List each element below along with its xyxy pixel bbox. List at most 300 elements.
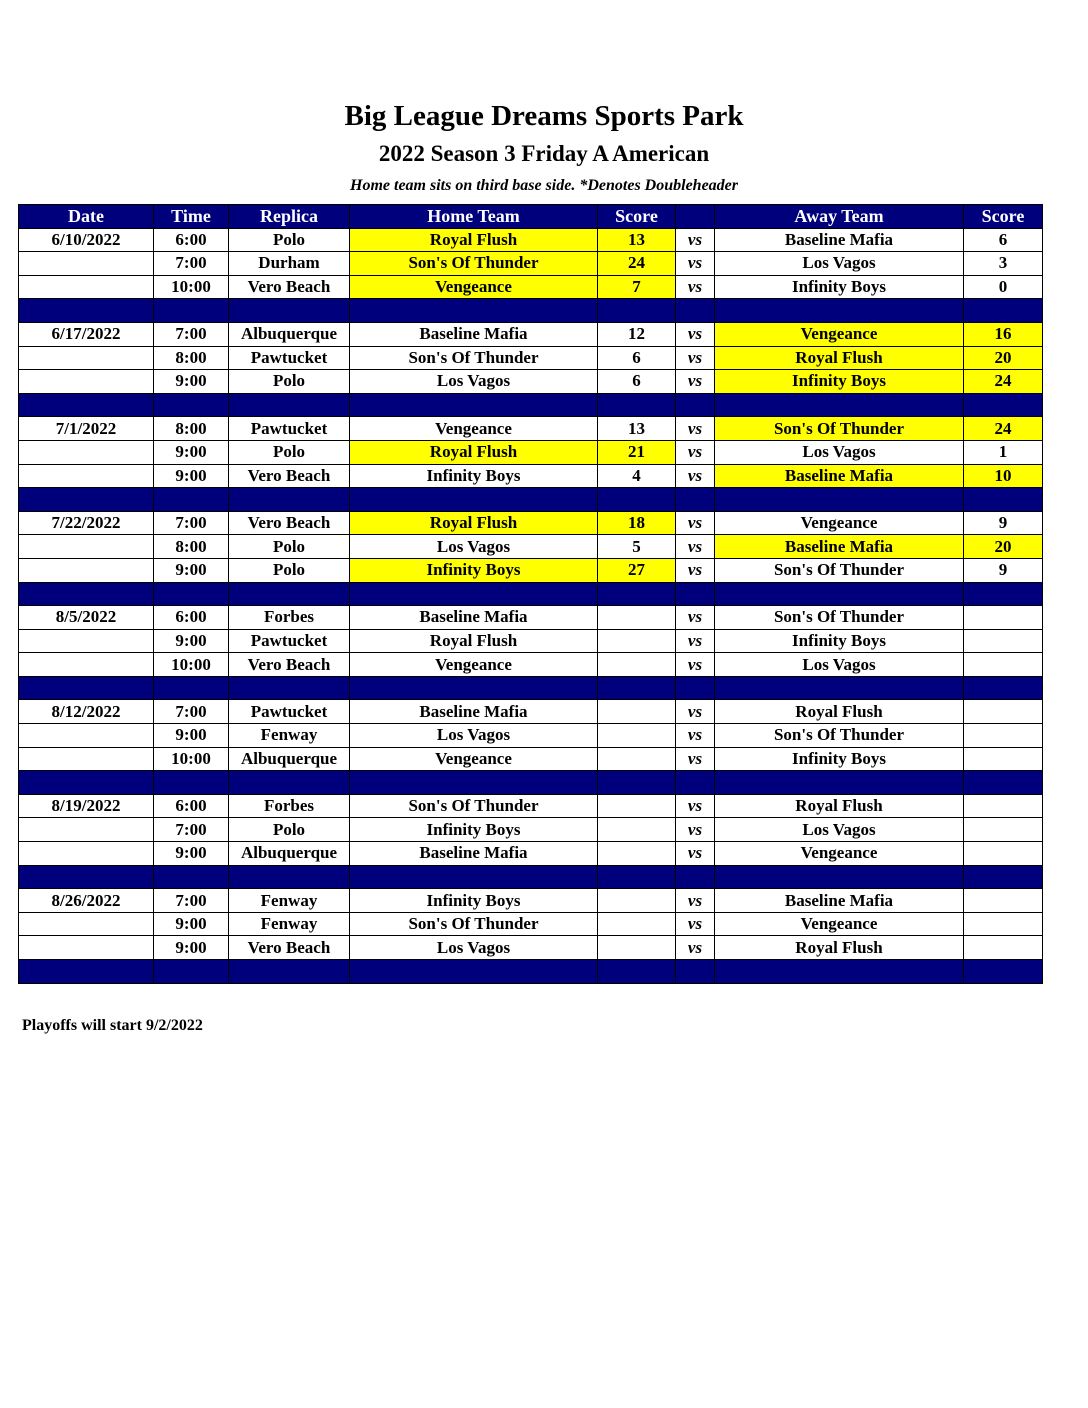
home-score: 13 [598,228,676,252]
separator-cell [715,676,964,700]
away-score [964,842,1043,866]
game-replica: Pawtucket [229,700,350,724]
home-score [598,747,676,771]
game-row [19,629,1043,653]
game-row [19,558,1043,582]
home-team: Royal Flush [350,228,598,252]
page-subtitle: 2022 Season 3 Friday A American [378,141,710,166]
game-row [19,747,1043,771]
header-date: Date [19,205,154,229]
game-row [19,700,1043,724]
vs-label: vs [676,346,715,370]
away-score [964,606,1043,630]
header-home-team: Home Team [350,205,598,229]
game-replica: Polo [229,440,350,464]
separator-cell [715,393,964,417]
separator-cell [350,299,598,323]
vs-label: vs [676,464,715,488]
game-row [19,653,1043,677]
separator-cell [19,771,154,795]
game-replica: Pawtucket [229,629,350,653]
separator-cell [154,393,229,417]
separator-cell [229,488,350,512]
game-date [19,252,154,276]
game-time: 10:00 [154,275,229,299]
separator-cell [229,299,350,323]
game-row [19,440,1043,464]
game-replica: Polo [229,535,350,559]
away-score [964,700,1043,724]
home-team: Son's Of Thunder [350,252,598,276]
away-score: 1 [964,440,1043,464]
game-replica: Vero Beach [229,936,350,960]
vs-label: vs [676,842,715,866]
away-team: Baseline Mafia [715,228,964,252]
separator-cell [676,582,715,606]
game-time: 7:00 [154,700,229,724]
away-team: Los Vagos [715,440,964,464]
away-team: Infinity Boys [715,747,964,771]
game-time: 9:00 [154,629,229,653]
game-time: 6:00 [154,606,229,630]
home-score: 18 [598,511,676,535]
week-separator [19,488,1043,512]
home-team: Royal Flush [350,511,598,535]
game-date [19,346,154,370]
away-team: Royal Flush [715,700,964,724]
game-time: 6:00 [154,228,229,252]
game-row [19,275,1043,299]
game-replica: Albuquerque [229,747,350,771]
separator-cell [598,865,676,889]
away-score: 9 [964,511,1043,535]
away-score [964,912,1043,936]
game-time: 7:00 [154,252,229,276]
home-team: Los Vagos [350,724,598,748]
separator-cell [676,676,715,700]
away-score: 20 [964,535,1043,559]
home-score: 4 [598,464,676,488]
separator-cell [715,488,964,512]
game-time: 9:00 [154,842,229,866]
game-time: 9:00 [154,370,229,394]
vs-label: vs [676,747,715,771]
game-date [19,535,154,559]
vs-label: vs [676,558,715,582]
game-replica: Vero Beach [229,464,350,488]
game-time: 9:00 [154,464,229,488]
home-score [598,842,676,866]
separator-cell [715,582,964,606]
header-replica: Replica [229,205,350,229]
away-team: Vengeance [715,322,964,346]
home-team: Baseline Mafia [350,322,598,346]
game-date [19,842,154,866]
schedule-note: Home team sits on third base side. *Denotes Doubleheader [350,177,738,194]
week-separator [19,865,1043,889]
separator-cell [19,582,154,606]
away-team: Vengeance [715,511,964,535]
game-row [19,535,1043,559]
separator-cell [676,299,715,323]
game-date [19,629,154,653]
separator-cell [19,488,154,512]
game-date [19,818,154,842]
playoffs-note: Playoffs will start 9/2/2022 [22,1017,203,1034]
separator-cell [19,393,154,417]
game-replica: Albuquerque [229,842,350,866]
game-time: 8:00 [154,417,229,441]
home-score: 27 [598,558,676,582]
separator-cell [154,676,229,700]
away-team: Vengeance [715,842,964,866]
game-row [19,889,1043,913]
away-score: 16 [964,322,1043,346]
game-time: 6:00 [154,794,229,818]
separator-cell [350,676,598,700]
vs-label: vs [676,417,715,441]
vs-label: vs [676,370,715,394]
separator-cell [598,488,676,512]
away-score: 3 [964,252,1043,276]
home-score: 6 [598,346,676,370]
away-score: 0 [964,275,1043,299]
separator-cell [964,865,1043,889]
home-score: 21 [598,440,676,464]
away-score: 20 [964,346,1043,370]
separator-cell [229,582,350,606]
separator-cell [598,771,676,795]
game-replica: Polo [229,228,350,252]
schedule-table [18,204,1043,984]
week-separator [19,299,1043,323]
home-team: Royal Flush [350,629,598,653]
home-team: Royal Flush [350,440,598,464]
game-time: 8:00 [154,346,229,370]
week-separator [19,771,1043,795]
game-time: 9:00 [154,724,229,748]
away-team: Infinity Boys [715,275,964,299]
separator-cell [350,582,598,606]
game-time: 9:00 [154,558,229,582]
away-team: Los Vagos [715,818,964,842]
game-row [19,511,1043,535]
vs-label: vs [676,322,715,346]
game-time: 9:00 [154,936,229,960]
away-score [964,936,1043,960]
away-team: Infinity Boys [715,370,964,394]
separator-cell [19,676,154,700]
game-row [19,322,1043,346]
vs-label: vs [676,629,715,653]
game-time: 8:00 [154,535,229,559]
separator-cell [964,299,1043,323]
game-replica: Albuquerque [229,322,350,346]
game-row [19,252,1043,276]
game-date [19,724,154,748]
separator-cell [598,299,676,323]
game-replica: Pawtucket [229,417,350,441]
game-time: 9:00 [154,440,229,464]
game-replica: Pawtucket [229,346,350,370]
separator-cell [964,960,1043,984]
separator-cell [964,676,1043,700]
game-row [19,417,1043,441]
home-score [598,606,676,630]
header-time: Time [154,205,229,229]
game-date [19,370,154,394]
separator-cell [964,488,1043,512]
game-replica: Fenway [229,889,350,913]
home-team: Infinity Boys [350,558,598,582]
separator-cell [229,771,350,795]
separator-cell [154,865,229,889]
vs-label: vs [676,889,715,913]
game-row [19,606,1043,630]
game-date [19,464,154,488]
home-team: Vengeance [350,275,598,299]
game-row [19,842,1043,866]
separator-cell [229,393,350,417]
separator-cell [676,865,715,889]
page-title: Big League Dreams Sports Park [344,100,744,132]
schedule-body [19,228,1043,983]
separator-cell [715,960,964,984]
home-team: Son's Of Thunder [350,346,598,370]
away-score: 6 [964,228,1043,252]
game-time: 7:00 [154,322,229,346]
game-row [19,724,1043,748]
separator-cell [154,299,229,323]
away-team: Son's Of Thunder [715,417,964,441]
home-team: Los Vagos [350,370,598,394]
game-row [19,464,1043,488]
home-team: Vengeance [350,653,598,677]
vs-label: vs [676,700,715,724]
away-team: Royal Flush [715,346,964,370]
separator-cell [350,393,598,417]
vs-label: vs [676,511,715,535]
away-score: 9 [964,558,1043,582]
separator-cell [598,582,676,606]
separator-cell [350,488,598,512]
home-team: Baseline Mafia [350,700,598,724]
game-row [19,794,1043,818]
home-team: Baseline Mafia [350,842,598,866]
game-date: 8/19/2022 [19,794,154,818]
home-score [598,936,676,960]
home-score: 7 [598,275,676,299]
home-team: Infinity Boys [350,464,598,488]
separator-cell [598,393,676,417]
separator-cell [676,771,715,795]
week-separator [19,582,1043,606]
game-date: 8/12/2022 [19,700,154,724]
game-date: 6/17/2022 [19,322,154,346]
away-team: Royal Flush [715,794,964,818]
home-score [598,889,676,913]
away-team: Vengeance [715,912,964,936]
game-replica: Vero Beach [229,511,350,535]
header-away-team: Away Team [715,205,964,229]
vs-label: vs [676,535,715,559]
home-score: 5 [598,535,676,559]
separator-cell [676,960,715,984]
week-separator [19,960,1043,984]
header-away-score: Score [964,205,1043,229]
away-score [964,629,1043,653]
game-row [19,346,1043,370]
separator-cell [350,960,598,984]
home-team: Infinity Boys [350,818,598,842]
game-date: 7/22/2022 [19,511,154,535]
vs-label: vs [676,275,715,299]
away-team: Baseline Mafia [715,535,964,559]
separator-cell [715,299,964,323]
home-team: Son's Of Thunder [350,912,598,936]
game-row [19,370,1043,394]
separator-cell [598,960,676,984]
away-score [964,794,1043,818]
away-team: Son's Of Thunder [715,606,964,630]
separator-cell [715,771,964,795]
vs-label: vs [676,818,715,842]
vs-label: vs [676,653,715,677]
game-time: 7:00 [154,511,229,535]
separator-cell [676,488,715,512]
home-team: Los Vagos [350,936,598,960]
home-team: Infinity Boys [350,889,598,913]
vs-label: vs [676,252,715,276]
away-team: Los Vagos [715,653,964,677]
away-team: Son's Of Thunder [715,724,964,748]
away-team: Los Vagos [715,252,964,276]
game-date: 6/10/2022 [19,228,154,252]
away-team: Baseline Mafia [715,889,964,913]
separator-cell [229,960,350,984]
away-team: Royal Flush [715,936,964,960]
separator-cell [964,393,1043,417]
vs-label: vs [676,936,715,960]
home-team: Baseline Mafia [350,606,598,630]
game-replica: Forbes [229,606,350,630]
home-score [598,912,676,936]
vs-label: vs [676,440,715,464]
game-row [19,936,1043,960]
game-time: 10:00 [154,747,229,771]
away-score [964,653,1043,677]
home-team: Son's Of Thunder [350,794,598,818]
vs-label: vs [676,724,715,748]
game-row [19,228,1043,252]
away-team: Son's Of Thunder [715,558,964,582]
separator-cell [19,960,154,984]
game-row [19,912,1043,936]
away-score: 10 [964,464,1043,488]
away-team: Infinity Boys [715,629,964,653]
header-vs [676,205,715,229]
game-time: 7:00 [154,889,229,913]
separator-cell [19,865,154,889]
game-time: 10:00 [154,653,229,677]
home-score: 12 [598,322,676,346]
away-score [964,724,1043,748]
separator-cell [154,960,229,984]
away-score [964,747,1043,771]
separator-cell [964,771,1043,795]
game-replica: Fenway [229,724,350,748]
away-score [964,889,1043,913]
separator-cell [19,299,154,323]
away-score: 24 [964,417,1043,441]
home-score [598,794,676,818]
home-score: 13 [598,417,676,441]
week-separator [19,393,1043,417]
separator-cell [154,488,229,512]
vs-label: vs [676,912,715,936]
home-score: 24 [598,252,676,276]
home-score [598,724,676,748]
week-separator [19,676,1043,700]
game-date [19,558,154,582]
vs-label: vs [676,606,715,630]
game-replica: Polo [229,370,350,394]
separator-cell [350,771,598,795]
game-date [19,936,154,960]
separator-cell [229,865,350,889]
separator-cell [598,676,676,700]
game-date: 8/26/2022 [19,889,154,913]
game-date [19,747,154,771]
home-team: Vengeance [350,417,598,441]
header-home-score: Score [598,205,676,229]
separator-cell [154,771,229,795]
away-score: 24 [964,370,1043,394]
game-replica: Vero Beach [229,653,350,677]
away-score [964,818,1043,842]
game-date: 8/5/2022 [19,606,154,630]
separator-cell [154,582,229,606]
game-replica: Polo [229,558,350,582]
game-replica: Durham [229,252,350,276]
game-date [19,912,154,936]
home-team: Vengeance [350,747,598,771]
game-replica: Forbes [229,794,350,818]
home-team: Los Vagos [350,535,598,559]
game-replica: Fenway [229,912,350,936]
home-score [598,629,676,653]
vs-label: vs [676,228,715,252]
home-score: 6 [598,370,676,394]
home-score [598,653,676,677]
header-row [19,205,1043,229]
game-row [19,818,1043,842]
home-score [598,700,676,724]
game-replica: Polo [229,818,350,842]
game-time: 7:00 [154,818,229,842]
separator-cell [676,393,715,417]
game-date [19,653,154,677]
away-team: Baseline Mafia [715,464,964,488]
separator-cell [229,676,350,700]
game-replica: Vero Beach [229,275,350,299]
separator-cell [964,582,1043,606]
game-date: 7/1/2022 [19,417,154,441]
separator-cell [350,865,598,889]
game-date [19,275,154,299]
game-date [19,440,154,464]
separator-cell [715,865,964,889]
